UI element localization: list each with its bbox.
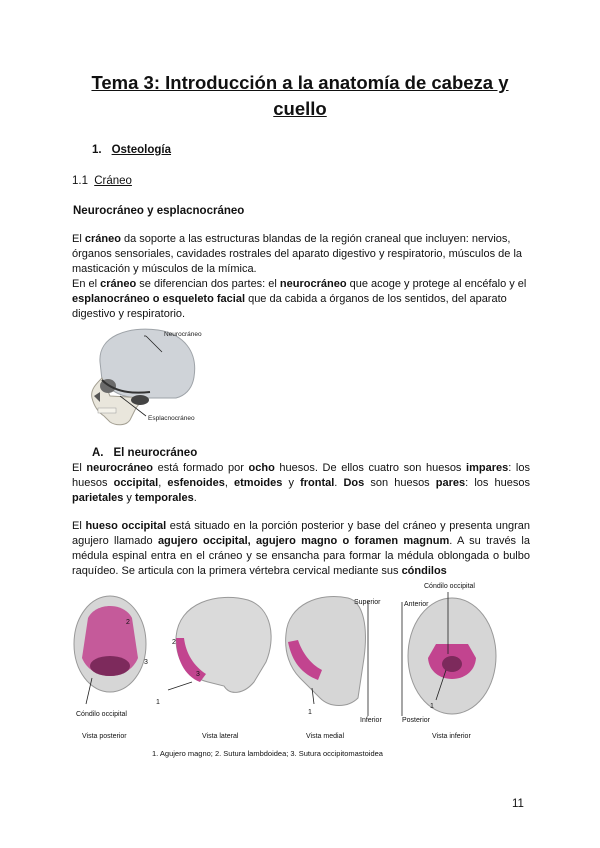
subsection-label: Cráneo [94, 175, 132, 187]
occipital-views-figure [68, 578, 530, 764]
view-inferior [402, 583, 496, 724]
label-superior: Superior [354, 599, 381, 606]
subsection-number: 1.1 [72, 175, 88, 187]
svg-text:1: 1 [430, 703, 434, 710]
label-vista-posterior: Vista posterior [82, 733, 127, 740]
paragraph-craneo-partes: En el cráneo se diferencian dos partes: el neurocráneo que acoge y protege al encéfalo y el esplanocráneo o esqueleto facial que da cabida a órganos de los sentidos, del aparato digestivo y respiratorio. [72, 278, 527, 320]
section-number: 1. [92, 144, 102, 156]
skull-figure [80, 322, 240, 432]
label-vista-inferior: Vista inferior [432, 733, 471, 740]
label-posterior: Posterior [402, 717, 431, 724]
label-anterior: Anterior [404, 601, 429, 608]
title-line-1: Tema 3: Introducción a la anatomía de cabeza y [91, 72, 509, 93]
title-line-2: cuello [273, 98, 327, 119]
label-vista-lateral: Vista lateral [202, 733, 239, 740]
svg-text:3: 3 [196, 671, 200, 678]
label-neurocraneo: Neurocráneo [164, 331, 202, 338]
section-heading-osteologia [92, 144, 171, 156]
section-letter: A. [92, 447, 104, 459]
svg-text:2: 2 [126, 619, 130, 626]
svg-text:1: 1 [308, 709, 312, 716]
paragraph-neurocraneo-huesos: El neurocráneo está formado por ocho huesos. De ellos cuatro son huesos impares: los huesos occipital, esfenoides, etmoides y frontal. Dos son huesos pares: los huesos parietales y temporales. [72, 462, 530, 504]
heading-neuro-esplacno: Neurocráneo y esplacnocráneo [73, 205, 245, 217]
section-label: Osteología [111, 144, 172, 156]
paragraph-hueso-occipital: El hueso occipital está situado en la porción posterior y base del cráneo y presenta ungran agujero llamado agujero occipital, agujero magno o foramen magnum. A su través la médula espinal entra en el cráneo y se ensancha para formar la médula oblongada o bulbo raquídeo. Se articula con la primera vértebra cervical mediante sus cóndilos [72, 520, 530, 577]
view-medial [286, 597, 383, 725]
svg-text:1: 1 [156, 699, 160, 706]
subsection-heading-craneo [72, 175, 132, 187]
section-a-label: El neurocráneo [113, 447, 198, 459]
figure-caption: 1. Agujero magno; 2. Sutura lambdoidea; 3. Sutura occipitomastoidea [152, 749, 383, 758]
label-esplacnocraneo: Esplacnocráneo [148, 415, 195, 422]
view-lateral [156, 597, 271, 706]
label-vista-medial: Vista medial [306, 733, 345, 740]
view-posterior [74, 596, 148, 718]
svg-text:2: 2 [172, 639, 176, 646]
paragraph-craneo-soporte: El cráneo da soporte a las estructuras blandas de la región craneal que incluyen: nervios, órganos sensoriales, cavidades rostrales del aparato digestivo y respiratorio, músculos de la masticación y músculos de la mímica. [72, 233, 523, 275]
svg-text:3: 3 [144, 659, 148, 666]
page-number: 11 [512, 798, 524, 810]
label-condilo-occipital-left: Cóndilo occipital [76, 711, 127, 718]
section-heading-neurocraneo [92, 447, 197, 459]
page-title [60, 70, 540, 122]
label-condilo-occipital-right: Cóndilo occipital [424, 583, 475, 590]
label-inferior: Inferior [360, 717, 382, 724]
